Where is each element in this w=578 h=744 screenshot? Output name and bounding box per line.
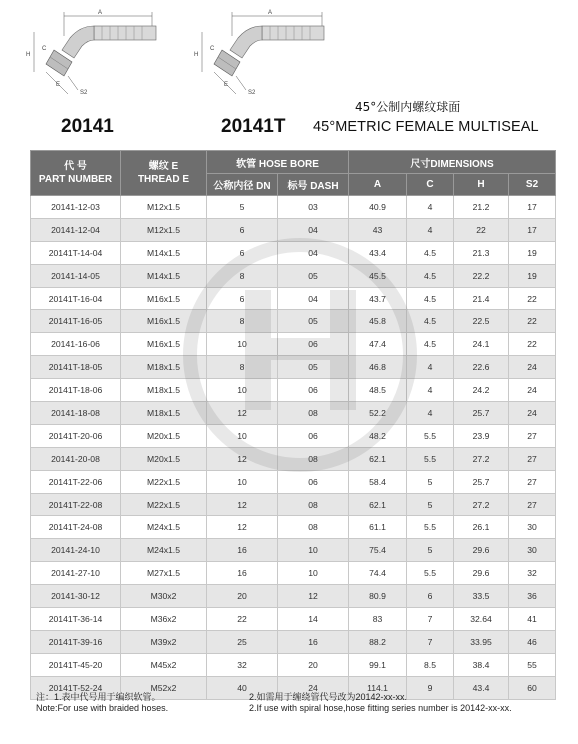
cell-s2: 22 bbox=[509, 287, 556, 310]
cell-dn: 8 bbox=[207, 310, 278, 333]
cell-a: 61.1 bbox=[349, 516, 407, 539]
cell-dash: 10 bbox=[278, 539, 349, 562]
dim-e-label: E bbox=[224, 82, 229, 88]
cell-part-number: 20141T-45-20 bbox=[31, 653, 121, 676]
cell-a: 74.4 bbox=[349, 562, 407, 585]
cell-s2: 19 bbox=[509, 241, 556, 264]
cell-thread: M52x2 bbox=[121, 676, 207, 699]
cell-c: 9 bbox=[407, 676, 454, 699]
cell-part-number: 20141-16-06 bbox=[31, 333, 121, 356]
cell-dn: 8 bbox=[207, 356, 278, 379]
header-hose-bore: 软管 HOSE BORE bbox=[207, 151, 349, 174]
cell-h: 38.4 bbox=[454, 653, 509, 676]
cell-part-number: 20141T-18-05 bbox=[31, 356, 121, 379]
table-row bbox=[31, 424, 556, 447]
cell-thread: M20x1.5 bbox=[121, 424, 207, 447]
cell-h: 33.95 bbox=[454, 630, 509, 653]
table-body bbox=[31, 196, 556, 700]
cell-dash: 05 bbox=[278, 264, 349, 287]
cell-part-number: 20141T-24-08 bbox=[31, 516, 121, 539]
cell-a: 47.4 bbox=[349, 333, 407, 356]
cell-s2: 55 bbox=[509, 653, 556, 676]
cell-dash: 10 bbox=[278, 562, 349, 585]
cell-a: 88.2 bbox=[349, 630, 407, 653]
cell-dn: 6 bbox=[207, 287, 278, 310]
cell-a: 58.4 bbox=[349, 470, 407, 493]
dim-s2-label: S2 bbox=[80, 90, 88, 96]
cell-s2: 27 bbox=[509, 447, 556, 470]
header-h: H bbox=[454, 174, 509, 196]
header-dash: 标号 DASH bbox=[278, 174, 349, 196]
cell-dn: 40 bbox=[207, 676, 278, 699]
cell-dn: 12 bbox=[207, 402, 278, 425]
part-code-20141t: 20141T bbox=[221, 116, 286, 137]
table-row bbox=[31, 585, 556, 608]
cell-dash: 06 bbox=[278, 333, 349, 356]
cell-dn: 5 bbox=[207, 196, 278, 219]
table-row bbox=[31, 562, 556, 585]
footnote-1-en: Note:For use with braided hoses. bbox=[36, 703, 169, 713]
cell-thread: M24x1.5 bbox=[121, 516, 207, 539]
cell-dn: 10 bbox=[207, 333, 278, 356]
cell-h: 29.6 bbox=[454, 562, 509, 585]
cell-dn: 6 bbox=[207, 241, 278, 264]
cell-c: 4 bbox=[407, 218, 454, 241]
cell-dash: 04 bbox=[278, 241, 349, 264]
cell-s2: 17 bbox=[509, 196, 556, 219]
cell-dn: 10 bbox=[207, 470, 278, 493]
cell-c: 4 bbox=[407, 356, 454, 379]
cell-s2: 30 bbox=[509, 516, 556, 539]
cell-c: 7 bbox=[407, 608, 454, 631]
header-s2: S2 bbox=[509, 174, 556, 196]
cell-dash: 24 bbox=[278, 676, 349, 699]
dim-h-label: H bbox=[194, 52, 199, 58]
cell-dash: 04 bbox=[278, 287, 349, 310]
table-row bbox=[31, 630, 556, 653]
dim-h-label: H bbox=[26, 52, 31, 58]
cell-h: 22.5 bbox=[454, 310, 509, 333]
table-row bbox=[31, 287, 556, 310]
table-row bbox=[31, 539, 556, 562]
cell-a: 45.5 bbox=[349, 264, 407, 287]
header-thread-en: THREAD E bbox=[137, 174, 190, 185]
dim-c-label: C bbox=[42, 46, 47, 52]
table-row bbox=[31, 310, 556, 333]
cell-a: 62.1 bbox=[349, 493, 407, 516]
cell-s2: 36 bbox=[509, 585, 556, 608]
cell-s2: 22 bbox=[509, 310, 556, 333]
cell-s2: 41 bbox=[509, 608, 556, 631]
cell-s2: 22 bbox=[509, 333, 556, 356]
table-row bbox=[31, 241, 556, 264]
cell-thread: M30x2 bbox=[121, 585, 207, 608]
cell-dash: 03 bbox=[278, 196, 349, 219]
cell-part-number: 20141T-22-06 bbox=[31, 470, 121, 493]
cell-dash: 06 bbox=[278, 470, 349, 493]
footnote-1-cn: 注：1.表中代号用于编织软管。 bbox=[36, 692, 161, 702]
cell-dn: 10 bbox=[207, 424, 278, 447]
cell-part-number: 20141T-20-06 bbox=[31, 424, 121, 447]
cell-s2: 30 bbox=[509, 539, 556, 562]
cell-thread: M14x1.5 bbox=[121, 264, 207, 287]
cell-a: 114.1 bbox=[349, 676, 407, 699]
subtitle-chinese: 45°公制内螺纹球面 bbox=[355, 100, 461, 114]
cell-c: 5 bbox=[407, 493, 454, 516]
cell-c: 4.5 bbox=[407, 310, 454, 333]
cell-dn: 12 bbox=[207, 516, 278, 539]
cell-thread: M20x1.5 bbox=[121, 447, 207, 470]
cell-h: 21.4 bbox=[454, 287, 509, 310]
cell-h: 22.6 bbox=[454, 356, 509, 379]
cell-s2: 27 bbox=[509, 424, 556, 447]
cell-c: 4 bbox=[407, 379, 454, 402]
cell-s2: 24 bbox=[509, 379, 556, 402]
cell-thread: M18x1.5 bbox=[121, 356, 207, 379]
cell-s2: 24 bbox=[509, 356, 556, 379]
cell-dash: 16 bbox=[278, 630, 349, 653]
cell-c: 5.5 bbox=[407, 424, 454, 447]
table-row bbox=[31, 356, 556, 379]
cell-c: 4.5 bbox=[407, 264, 454, 287]
footnote-2-en: 2.If use with spiral hose,hose fitting series number is 20142-xx-xx. bbox=[249, 703, 512, 713]
header-thread-cn: 螺纹 E bbox=[148, 161, 179, 172]
dim-a-label: A bbox=[98, 10, 103, 16]
cell-h: 23.9 bbox=[454, 424, 509, 447]
cell-dash: 05 bbox=[278, 356, 349, 379]
cell-s2: 24 bbox=[509, 402, 556, 425]
cell-h: 25.7 bbox=[454, 470, 509, 493]
cell-part-number: 20141-14-05 bbox=[31, 264, 121, 287]
header-dimensions: 尺寸DIMENSIONS bbox=[349, 151, 556, 174]
cell-a: 99.1 bbox=[349, 653, 407, 676]
fitting-drawing-20141 bbox=[24, 6, 162, 102]
cell-dash: 08 bbox=[278, 516, 349, 539]
cell-part-number: 20141T-16-04 bbox=[31, 287, 121, 310]
cell-dn: 12 bbox=[207, 493, 278, 516]
cell-a: 83 bbox=[349, 608, 407, 631]
cell-thread: M16x1.5 bbox=[121, 287, 207, 310]
cell-part-number: 20141T-16-05 bbox=[31, 310, 121, 333]
cell-c: 4.5 bbox=[407, 287, 454, 310]
cell-c: 5.5 bbox=[407, 516, 454, 539]
cell-a: 62.1 bbox=[349, 447, 407, 470]
cell-thread: M22x1.5 bbox=[121, 470, 207, 493]
table-row bbox=[31, 402, 556, 425]
cell-s2: 19 bbox=[509, 264, 556, 287]
cell-dash: 08 bbox=[278, 402, 349, 425]
cell-a: 43.4 bbox=[349, 241, 407, 264]
cell-h: 26.1 bbox=[454, 516, 509, 539]
cell-c: 5 bbox=[407, 539, 454, 562]
cell-dash: 04 bbox=[278, 218, 349, 241]
cell-h: 24.1 bbox=[454, 333, 509, 356]
dim-e-label: E bbox=[56, 82, 61, 88]
table-row bbox=[31, 653, 556, 676]
dimensions-table bbox=[30, 150, 556, 700]
cell-dash: 06 bbox=[278, 424, 349, 447]
header-dn: 公称内径 DN bbox=[207, 174, 278, 196]
fitting-drawing-20141t bbox=[190, 6, 330, 102]
cell-a: 48.2 bbox=[349, 424, 407, 447]
cell-dash: 06 bbox=[278, 379, 349, 402]
cell-h: 32.64 bbox=[454, 608, 509, 631]
table-row bbox=[31, 470, 556, 493]
cell-c: 6 bbox=[407, 585, 454, 608]
cell-dn: 10 bbox=[207, 379, 278, 402]
cell-thread: M22x1.5 bbox=[121, 493, 207, 516]
cell-dn: 16 bbox=[207, 539, 278, 562]
table-row bbox=[31, 264, 556, 287]
header-c: C bbox=[407, 174, 454, 196]
cell-h: 24.2 bbox=[454, 379, 509, 402]
cell-dn: 32 bbox=[207, 653, 278, 676]
cell-c: 4.5 bbox=[407, 333, 454, 356]
cell-part-number: 20141-24-10 bbox=[31, 539, 121, 562]
table-row bbox=[31, 447, 556, 470]
header-part-number-en: PART NUMBER bbox=[38, 174, 113, 185]
cell-dash: 12 bbox=[278, 585, 349, 608]
cell-part-number: 20141-12-03 bbox=[31, 196, 121, 219]
cell-dash: 08 bbox=[278, 493, 349, 516]
cell-h: 21.3 bbox=[454, 241, 509, 264]
cell-h: 27.2 bbox=[454, 447, 509, 470]
cell-part-number: 20141T-36-14 bbox=[31, 608, 121, 631]
cell-part-number: 20141-20-08 bbox=[31, 447, 121, 470]
subtitle-english: 45°METRIC FEMALE MULTISEAL bbox=[313, 119, 539, 135]
cell-part-number: 20141-12-04 bbox=[31, 218, 121, 241]
cell-c: 4.5 bbox=[407, 241, 454, 264]
cell-part-number: 20141T-18-06 bbox=[31, 379, 121, 402]
cell-h: 27.2 bbox=[454, 493, 509, 516]
cell-c: 8.5 bbox=[407, 653, 454, 676]
cell-part-number: 20141-30-12 bbox=[31, 585, 121, 608]
cell-a: 52.2 bbox=[349, 402, 407, 425]
cell-thread: M24x1.5 bbox=[121, 539, 207, 562]
header-part-number bbox=[31, 151, 121, 196]
table-row bbox=[31, 218, 556, 241]
cell-a: 80.9 bbox=[349, 585, 407, 608]
table-row bbox=[31, 516, 556, 539]
cell-s2: 60 bbox=[509, 676, 556, 699]
cell-h: 22 bbox=[454, 218, 509, 241]
part-code-20141: 20141 bbox=[61, 116, 114, 137]
cell-thread: M36x2 bbox=[121, 608, 207, 631]
cell-h: 33.5 bbox=[454, 585, 509, 608]
cell-thread: M45x2 bbox=[121, 653, 207, 676]
cell-s2: 32 bbox=[509, 562, 556, 585]
cell-part-number: 20141-18-08 bbox=[31, 402, 121, 425]
cell-dash: 14 bbox=[278, 608, 349, 631]
cell-s2: 27 bbox=[509, 470, 556, 493]
cell-thread: M14x1.5 bbox=[121, 241, 207, 264]
cell-h: 43.4 bbox=[454, 676, 509, 699]
table-row bbox=[31, 608, 556, 631]
cell-part-number: 20141T-22-08 bbox=[31, 493, 121, 516]
cell-thread: M16x1.5 bbox=[121, 310, 207, 333]
cell-c: 5.5 bbox=[407, 562, 454, 585]
cell-part-number: 20141-27-10 bbox=[31, 562, 121, 585]
cell-h: 21.2 bbox=[454, 196, 509, 219]
dim-c-label: C bbox=[210, 46, 215, 52]
cell-a: 48.5 bbox=[349, 379, 407, 402]
cell-dash: 08 bbox=[278, 447, 349, 470]
header-thread bbox=[121, 151, 207, 196]
cell-dash: 05 bbox=[278, 310, 349, 333]
cell-dn: 20 bbox=[207, 585, 278, 608]
cell-a: 75.4 bbox=[349, 539, 407, 562]
cell-c: 4 bbox=[407, 402, 454, 425]
cell-thread: M12x1.5 bbox=[121, 196, 207, 219]
cell-part-number: 20141T-14-04 bbox=[31, 241, 121, 264]
cell-dn: 8 bbox=[207, 264, 278, 287]
cell-thread: M12x1.5 bbox=[121, 218, 207, 241]
cell-part-number: 20141T-52-24 bbox=[31, 676, 121, 699]
cell-c: 5.5 bbox=[407, 447, 454, 470]
cell-a: 43.7 bbox=[349, 287, 407, 310]
table-row bbox=[31, 196, 556, 219]
cell-a: 45.8 bbox=[349, 310, 407, 333]
cell-h: 22.2 bbox=[454, 264, 509, 287]
dimensions-table-container bbox=[30, 150, 555, 700]
cell-thread: M27x1.5 bbox=[121, 562, 207, 585]
cell-s2: 46 bbox=[509, 630, 556, 653]
dim-a-label: A bbox=[268, 10, 273, 16]
cell-c: 7 bbox=[407, 630, 454, 653]
dim-s2-label: S2 bbox=[248, 90, 256, 96]
cell-thread: M18x1.5 bbox=[121, 379, 207, 402]
table-row bbox=[31, 379, 556, 402]
table-row bbox=[31, 333, 556, 356]
cell-dn: 12 bbox=[207, 447, 278, 470]
cell-part-number: 20141T-39-16 bbox=[31, 630, 121, 653]
cell-dn: 25 bbox=[207, 630, 278, 653]
cell-a: 43 bbox=[349, 218, 407, 241]
cell-s2: 27 bbox=[509, 493, 556, 516]
cell-thread: M16x1.5 bbox=[121, 333, 207, 356]
header-a: A bbox=[349, 174, 407, 196]
cell-s2: 17 bbox=[509, 218, 556, 241]
cell-dash: 20 bbox=[278, 653, 349, 676]
table-row bbox=[31, 493, 556, 516]
cell-h: 25.7 bbox=[454, 402, 509, 425]
cell-c: 5 bbox=[407, 470, 454, 493]
cell-thread: M39x2 bbox=[121, 630, 207, 653]
cell-a: 46.8 bbox=[349, 356, 407, 379]
header-part-number-cn: 代 号 bbox=[64, 161, 87, 172]
cell-dn: 16 bbox=[207, 562, 278, 585]
footnote-2-cn: 2.如需用于缠绕管代号改为20142-xx-xx. bbox=[249, 692, 408, 702]
cell-h: 29.6 bbox=[454, 539, 509, 562]
cell-thread: M18x1.5 bbox=[121, 402, 207, 425]
cell-dn: 6 bbox=[207, 218, 278, 241]
cell-dn: 22 bbox=[207, 608, 278, 631]
cell-a: 40.9 bbox=[349, 196, 407, 219]
cell-c: 4 bbox=[407, 196, 454, 219]
